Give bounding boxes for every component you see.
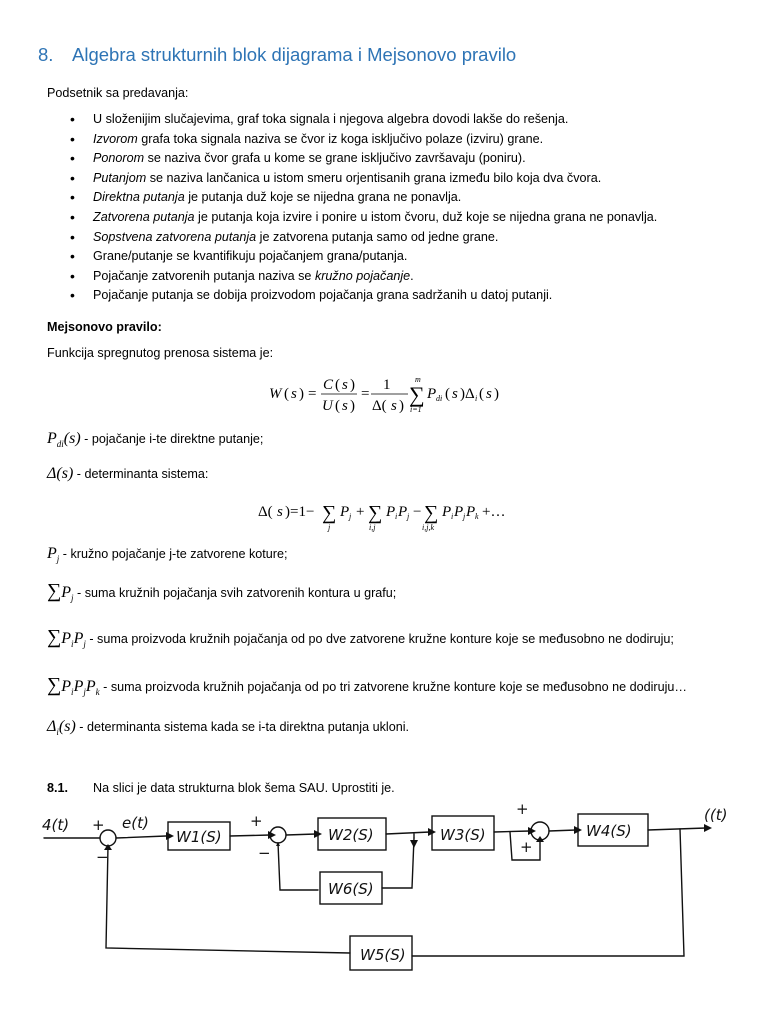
bullet-term: Putanjom [93,170,147,185]
svg-text:s: s [342,377,348,393]
bullet-item [47,228,747,248]
svg-text:∑: ∑ [368,502,383,524]
bullet-item [47,286,747,306]
block-w2-label: W2(S) [328,826,374,844]
svg-text:): ) [350,377,355,393]
svg-text:W: W [269,386,282,402]
bullet-text: . [410,268,414,283]
svg-text:(: ( [335,398,340,414]
definition-list [47,110,747,306]
svg-text:s: s [291,386,297,402]
bullet-text: je putanja koja izvire i ponire u istom čvoru, duž koje se nijedna grana ne ponavlja. [194,209,658,224]
block-w4-label: W4(S) [586,822,632,840]
sign-plus: + [250,812,263,830]
svg-text:di: di [436,394,443,403]
sign-minus: − [96,848,109,866]
error-line [116,836,166,838]
svg-text:=: = [308,386,317,402]
section-title-text: Algebra strukturnih blok dijagrama i Mejsonovo pravilo [72,44,517,65]
svg-text:P: P [427,386,437,402]
svg-text:P: P [442,504,452,520]
svg-text:i: i [395,512,398,521]
svg-text:j: j [463,512,466,521]
bullet-item [47,208,747,228]
bullet-item [47,267,747,287]
exercise-text: Na slici je data strukturna blok šema SAU. Uprostiti je. [93,781,395,795]
block-w6-label: W6(S) [328,880,374,898]
mason-formula [265,370,505,418]
bullet-item [47,188,747,208]
bullet-term: Sopstvena zatvorena putanja [93,229,257,244]
svg-text:(: ( [335,377,340,393]
def-sum1-text: - suma kružnih pojačanja svih zatvorenih kontura u grafu; [73,586,397,600]
svg-text:): ) [299,386,304,402]
svg-text:U: U [322,398,333,414]
svg-text:): ) [494,386,499,402]
svg-text:s: s [486,386,492,402]
svg-text:)Δ: )Δ [460,386,475,402]
def-deltai-text: - determinanta sistema kada se i-ta direktna putanja ukloni. [75,720,410,734]
block-w1-label: W1(S) [176,828,222,846]
svg-text:Δ(: Δ( [258,504,273,520]
svg-text:(: ( [445,386,450,402]
bullet-text: grafa toka signala naziva se čvor iz koga isključivo polaze (izviru) grane. [137,131,544,146]
svg-text:(: ( [479,386,484,402]
block-diagram [40,798,740,998]
svg-text:s: s [391,398,397,414]
def-sum2-text: - suma proizvoda kružnih pojačanja od po dve zatvorene kružne konture koje se međusobno ne dodiruju; [85,632,674,646]
bullet-item [47,149,747,169]
svg-text:1: 1 [383,377,391,393]
svg-text:P: P [340,504,350,520]
bullet-term: kružno pojačanje [314,268,411,283]
svg-text:i: i [475,394,478,403]
svg-text:(: ( [284,386,289,402]
bullet-item [47,247,747,267]
svg-text:∑: ∑ [424,502,439,524]
def-pj-text: - kružno pojačanje j-te zatvorene koture; [59,547,288,561]
bullet-text: Pojačanje putanja se dobija proizvodom pojačanja grana sadržanih u datoj putanji. [93,288,553,303]
svg-text:P: P [398,504,408,520]
arrow-icon [268,831,276,839]
bullet-text: se naziva čvor grafa u kome se grane isključivo završavaju (poniru). [144,151,526,166]
svg-text:∑: ∑ [322,502,337,524]
svg-text:∑: ∑ [409,382,425,407]
svg-text:): ) [399,398,404,414]
transfer-intro: Funkcija spregnutog prenosa sistema je: [47,346,274,360]
bullet-term: Direktna putanja [93,190,185,205]
def-deltai: $\Delta_i(s)$ - determinanta sistema kada se i-ta direktna putanja ukloni. [47,718,410,738]
svg-text:i: i [451,512,454,521]
sign-plus: + [516,800,529,818]
bullet-term: Izvorom [93,131,138,146]
block-w5-label: W5(S) [360,946,406,964]
sign-plus: + [92,816,105,834]
svg-text:s: s [277,504,283,520]
def-delta: Δ(s) - determinanta sistema: [47,465,209,482]
def-pdi-text: - pojačanje i-te direktne putanje; [80,432,264,446]
bullet-text: Grane/putanje se kvantifikuju pojačanjem grana/putanja. [93,249,408,264]
def-sum3-text: - suma proizvoda kružnih pojačanja od po tri zatvorene kružne konture koje se međusobno ne dodiruju… [99,680,687,694]
svg-text:P: P [454,504,464,520]
output-label: ((t) [704,806,728,824]
def-pj: $P_j$ - kružno pojačanje j-te zatvorene koture; [47,545,288,565]
svg-text:j: j [349,512,352,521]
svg-text:−: − [413,504,422,520]
bullet-text: Pojačanje zatvorenih putanja naziva se [93,268,315,283]
svg-text:s: s [342,398,348,414]
sign-minus: − [258,844,271,862]
svg-text:P: P [466,504,476,520]
bullet-item [47,130,747,150]
svg-text:i=1: i=1 [410,405,422,414]
svg-text:)=1−: )=1− [285,504,315,520]
bullet-text: se naziva lančanica u istom smeru orjentisanih grana između bilo koja dva čvora. [146,170,602,185]
bullet-item [47,169,747,189]
bullet-term: Ponorom [93,151,145,166]
arrow-icon [410,840,418,848]
arrow-icon [166,832,174,840]
bullet-term: Zatvorena putanja [93,209,195,224]
svg-text:=: = [361,386,370,402]
svg-text:+: + [356,504,365,520]
svg-text:P: P [386,504,396,520]
def-sum1: $\sum P_j$ - suma kružnih pojačanja svih zatvorenih kontura u grafu; [47,580,397,604]
bullet-text: je zatvorena putanja samo od jedne grane. [256,229,499,244]
def-sum3: $\sum P_iP_jP_k$ - suma proizvoda kružnih pojačanja od po tri zatvorene kružne konture koje se međusobno ne dodiruju… [47,674,687,698]
intro-text: Podsetnik sa predavanja: [47,86,189,100]
svg-text:m: m [415,375,421,384]
input-label: 4(t) [42,816,70,834]
exercise-number: 8.1. [47,781,69,795]
section-title [38,44,516,66]
svg-text:i,j,k: i,j,k [422,523,434,532]
svg-text:i,j: i,j [369,523,376,532]
svg-text:): ) [350,398,355,414]
def-sum2: $\sum P_iP_j$ - suma proizvoda kružnih pojačanja od po dve zatvorene kružne konture koje se međusobno ne dodiruju; [47,626,674,650]
mason-heading: Mejsonovo pravilo: [47,320,162,334]
svg-text:j: j [407,512,410,521]
svg-text:k: k [475,512,479,521]
determinant-formula [256,494,516,534]
bullet-text: je putanja duž koje se nijedna grana ne ponavlja. [184,190,462,205]
bullet-item [47,110,747,130]
def-pdi: $P_{di}(s)$ - pojačanje i-te direktne putanje; [47,430,264,450]
section-number: 8. [38,44,54,65]
svg-text:Δ(: Δ( [372,398,387,414]
error-label: e(t) [122,814,149,832]
arrow-icon [704,824,712,832]
bullet-text: U složenijim slučajevima, graf toka signala i njegova algebra dovodi lakše do rešenja. [93,112,569,126]
svg-text:j: j [328,523,331,532]
sign-plus: + [520,838,533,856]
block-w3-label: W3(S) [440,826,486,844]
svg-text:C: C [323,377,334,393]
def-delta-text: - determinanta sistema: [73,467,209,481]
svg-text:+…: +… [482,504,506,520]
svg-text:s: s [452,386,458,402]
